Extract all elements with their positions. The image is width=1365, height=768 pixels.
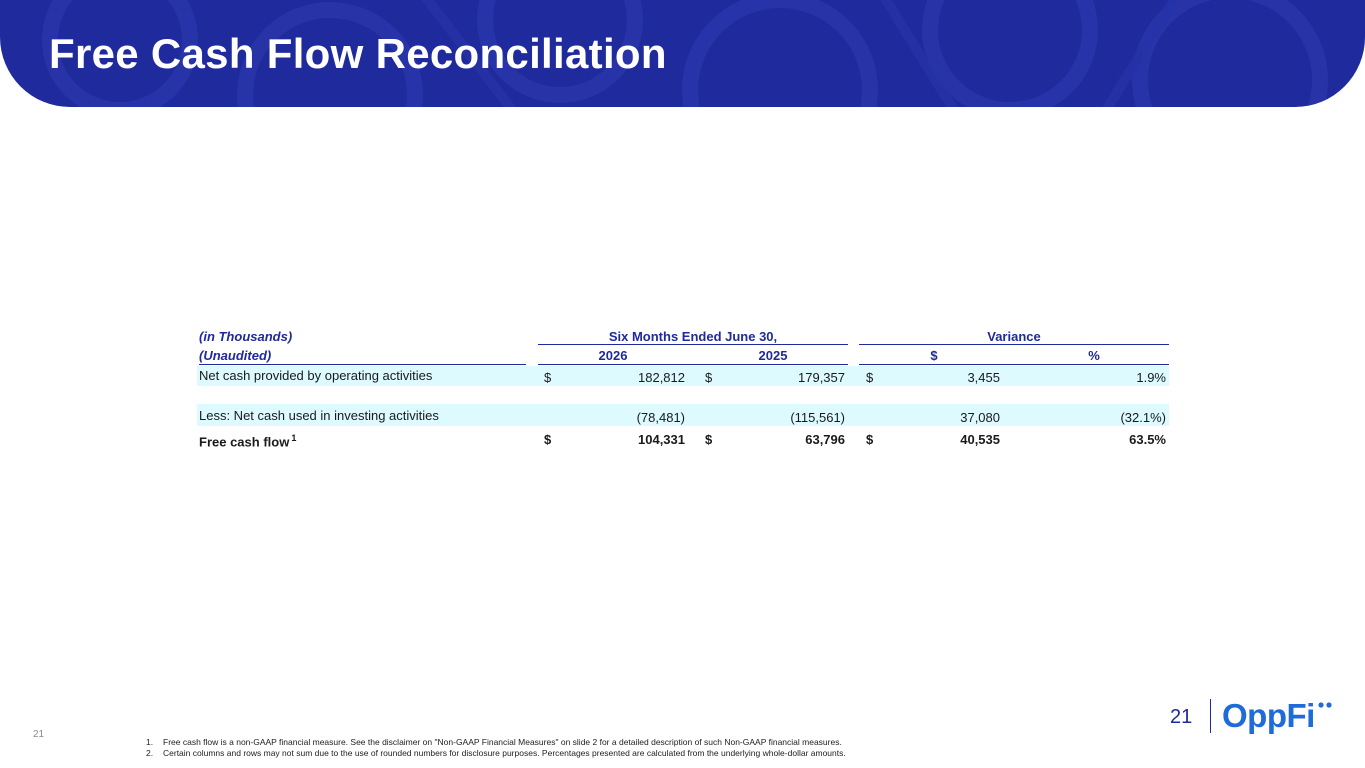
value-2026: 104,331	[638, 432, 685, 447]
page-title: Free Cash Flow Reconciliation	[49, 30, 667, 77]
value-2025: 63,796	[805, 432, 845, 447]
variance-percent: 63.5%	[1129, 432, 1166, 447]
variance-percent: (32.1%)	[1120, 410, 1166, 425]
free-cash-flow-label: Free cash flow	[199, 434, 290, 450]
footnote-2	[146, 748, 846, 759]
currency-symbol: $	[705, 432, 713, 447]
col-variance-dollar-header: $	[930, 348, 938, 363]
currency-symbol: $	[544, 432, 552, 447]
year-cols-underline	[538, 364, 848, 365]
logo-dots-icon	[1317, 701, 1335, 709]
slide-number-small: 21	[33, 729, 45, 740]
variance-underline	[859, 344, 1169, 345]
footer-divider	[1210, 699, 1211, 733]
variance-cols-underline	[859, 364, 1169, 365]
label-col-underline	[199, 364, 526, 365]
oppfi-logo: OppFi	[1222, 697, 1315, 734]
footnote-1	[146, 737, 846, 748]
value-2025: 179,357	[798, 370, 845, 385]
variance-dollar: 40,535	[960, 432, 1000, 447]
currency-symbol: $	[866, 370, 874, 385]
value-2026: (78,481)	[636, 410, 685, 425]
variance-dollar: 37,080	[960, 410, 1000, 425]
col-2025-header: 2025	[758, 348, 788, 363]
currency-symbol: $	[866, 432, 874, 447]
page-number: 21	[1170, 706, 1193, 728]
currency-symbol: $	[705, 370, 713, 385]
row-label-free-cash-flow	[199, 430, 296, 450]
currency-symbol: $	[544, 370, 552, 385]
footnote-text: Free cash flow is a non-GAAP financial measure. See the disclaimer on "Non-GAAP Financial Measures" on slide 2 for a detailed description of such Non-GAAP financial measures.	[163, 737, 842, 747]
row-label-investing: Less: Net cash used in investing activities	[199, 408, 439, 423]
value-2025: (115,561)	[790, 410, 845, 425]
col-variance-pct-header: %	[1088, 348, 1100, 363]
footnote-number: 1.	[146, 737, 154, 747]
units-label: (in Thousands)	[199, 329, 293, 344]
footnote-number: 2.	[146, 748, 154, 758]
value-2026: 182,812	[638, 370, 685, 385]
unaudited-label: (Unaudited)	[199, 348, 272, 363]
footnote-ref: 1	[291, 433, 297, 443]
variance-group-header: Variance	[987, 329, 1041, 344]
variance-dollar: 3,455	[967, 370, 1000, 385]
variance-percent: 1.9%	[1136, 370, 1166, 385]
row-label-operating: Net cash provided by operating activities	[199, 368, 433, 383]
footnote-text: Certain columns and rows may not sum due to the use of rounded numbers for disclosure purposes. Percentages presented are calculated from the underlying whole-dollar amounts.	[163, 748, 846, 758]
col-2026-header: 2026	[598, 348, 628, 363]
period-underline	[538, 344, 848, 345]
period-group-header: Six Months Ended June 30,	[608, 329, 778, 344]
footnotes	[146, 737, 846, 759]
